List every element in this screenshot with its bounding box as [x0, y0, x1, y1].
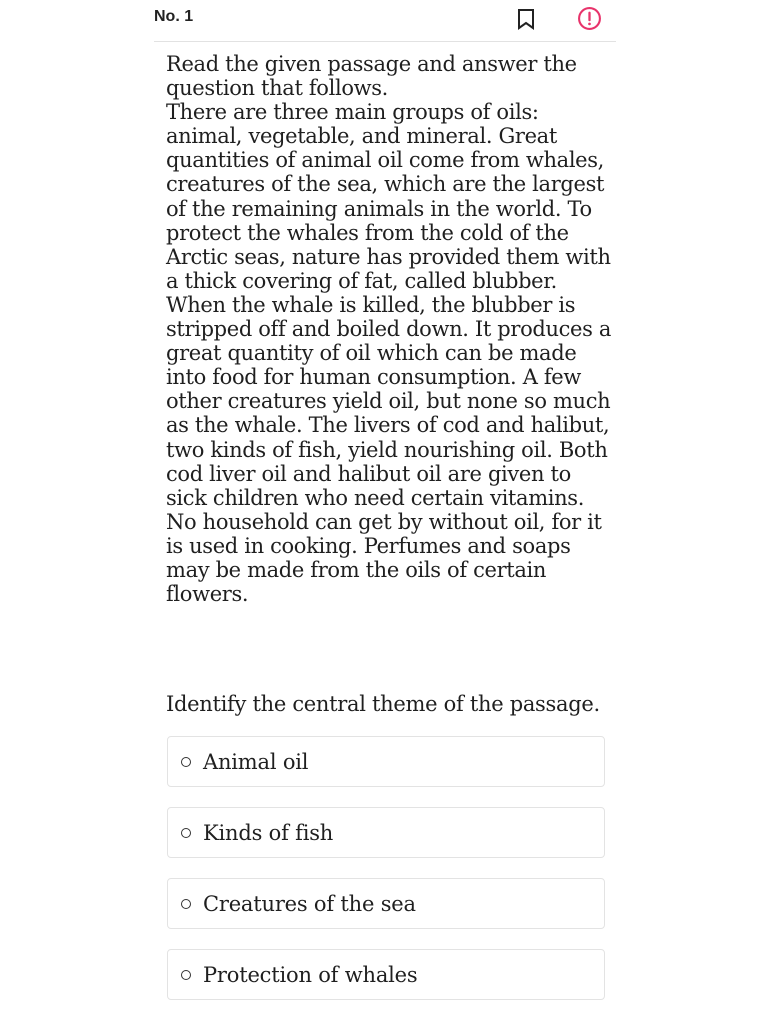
passage-instruction: Read the given passage and answer the question that follows.: [166, 52, 577, 101]
radio-button[interactable]: [181, 899, 191, 909]
option-animal-oil[interactable]: [167, 736, 605, 787]
option-label: Creatures of the sea: [203, 891, 416, 916]
option-creatures-of-the-sea[interactable]: [167, 878, 605, 929]
radio-button[interactable]: [181, 757, 191, 767]
option-label: Protection of whales: [203, 962, 418, 987]
reading-passage: [166, 52, 612, 606]
option-protection-of-whales[interactable]: [167, 949, 605, 1000]
question-number: No. 1: [154, 8, 194, 25]
question-header: [154, 0, 616, 42]
option-label: Kinds of fish: [203, 820, 334, 845]
option-kinds-of-fish[interactable]: [167, 807, 605, 858]
answer-options: [167, 736, 605, 1020]
radio-button[interactable]: [181, 828, 191, 838]
alert-circle-icon[interactable]: [577, 6, 602, 31]
option-label: Animal oil: [203, 749, 309, 774]
question-text: Identify the central theme of the passage.: [166, 692, 600, 716]
radio-button[interactable]: [181, 970, 191, 980]
passage-text: There are three main groups of oils: animal, vegetable, and mineral. Great quantities of animal oil come from whales, creatures of the sea, which are the largest of the remaining animals in the world. To protect the whales from the cold of the Arctic seas, nature has provided them with a thick covering of fat, called blubber. When the whale is killed, the blubber is stripped off and boiled down. It produces a great quantity of oil which can be made into food for human consumption. A few other creatures yield oil, but none so much as the whale. The livers of cod and halibut, two kinds of fish, yield nourishing oil. Both cod liver oil and halibut oil are given to sick children who need certain vitamins. No household can get by without oil, for it is used in cooking. Perfumes and soaps may be made from the oils of certain flowers.: [166, 100, 612, 607]
bookmark-icon[interactable]: [514, 7, 538, 31]
